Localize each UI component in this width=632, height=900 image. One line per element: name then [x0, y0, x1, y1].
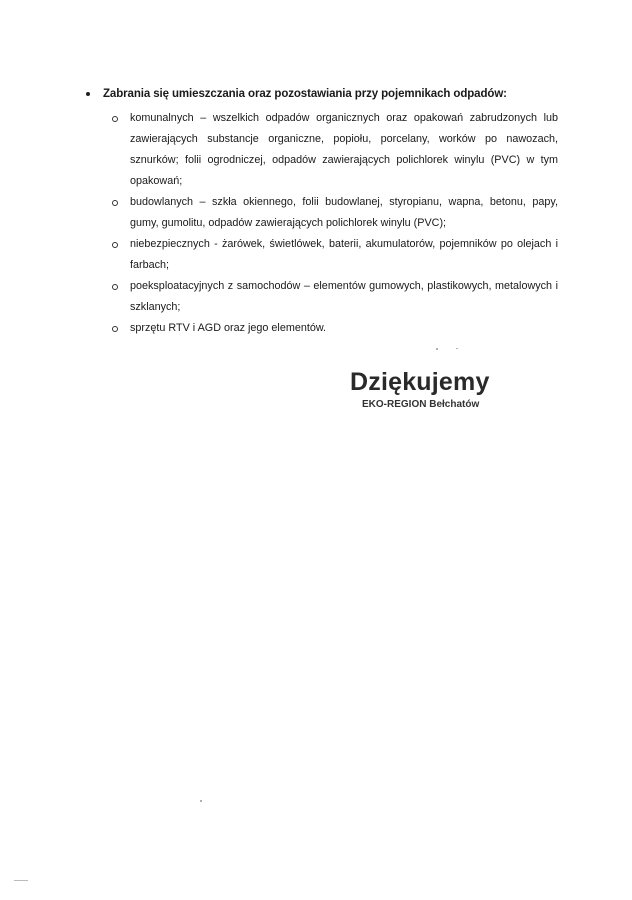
prohibited-items-list	[112, 108, 558, 339]
list-item-text: poeksploatacyjnych z samochodów – elementów gumowych, plastikowych, metalowych i szklanych;	[130, 280, 558, 313]
section-heading: Zabrania się umieszczania oraz pozostawiania przy pojemnikach odpadów:	[103, 88, 507, 100]
list-item-text: sprzętu RTV i AGD oraz jego elementów.	[130, 322, 327, 334]
scan-speck	[200, 800, 202, 802]
bullet-icon	[86, 92, 90, 96]
list-item-text: komunalnych – wszelkich odpadów organicznych oraz opakowań zabrudzonych lub zawierających substancje organiczne, popiołu, porcelany, worków po nawozach, sznurków; folii ogrodniczej, odpadów zawierających polichlorek winylu (PVC) w tym opakowań;	[130, 112, 558, 187]
circle-bullet-icon	[112, 242, 118, 248]
organization-name: EKO-REGION Bełchatów	[362, 399, 480, 410]
circle-bullet-icon	[112, 326, 118, 332]
scan-speck	[436, 348, 438, 350]
list-item	[112, 192, 558, 234]
list-item	[112, 318, 558, 339]
circle-bullet-icon	[112, 284, 118, 290]
list-item	[112, 276, 558, 318]
scan-speck	[456, 348, 458, 349]
list-item	[112, 234, 558, 276]
list-item-text: budowlanych – szkła okiennego, folii budowlanej, styropianu, wapna, betonu, papy, gumy, gumolitu, odpadów zawierających polichlorek winylu (PVC);	[130, 196, 558, 229]
list-item	[112, 108, 558, 192]
list-item-text: niebezpiecznych - żarówek, świetlówek, baterii, akumulatorów, pojemników po olejach i farbach;	[130, 238, 558, 271]
circle-bullet-icon	[112, 200, 118, 206]
thank-you-heading: Dziękujemy	[350, 368, 490, 396]
scan-speck	[14, 880, 28, 881]
circle-bullet-icon	[112, 116, 118, 122]
